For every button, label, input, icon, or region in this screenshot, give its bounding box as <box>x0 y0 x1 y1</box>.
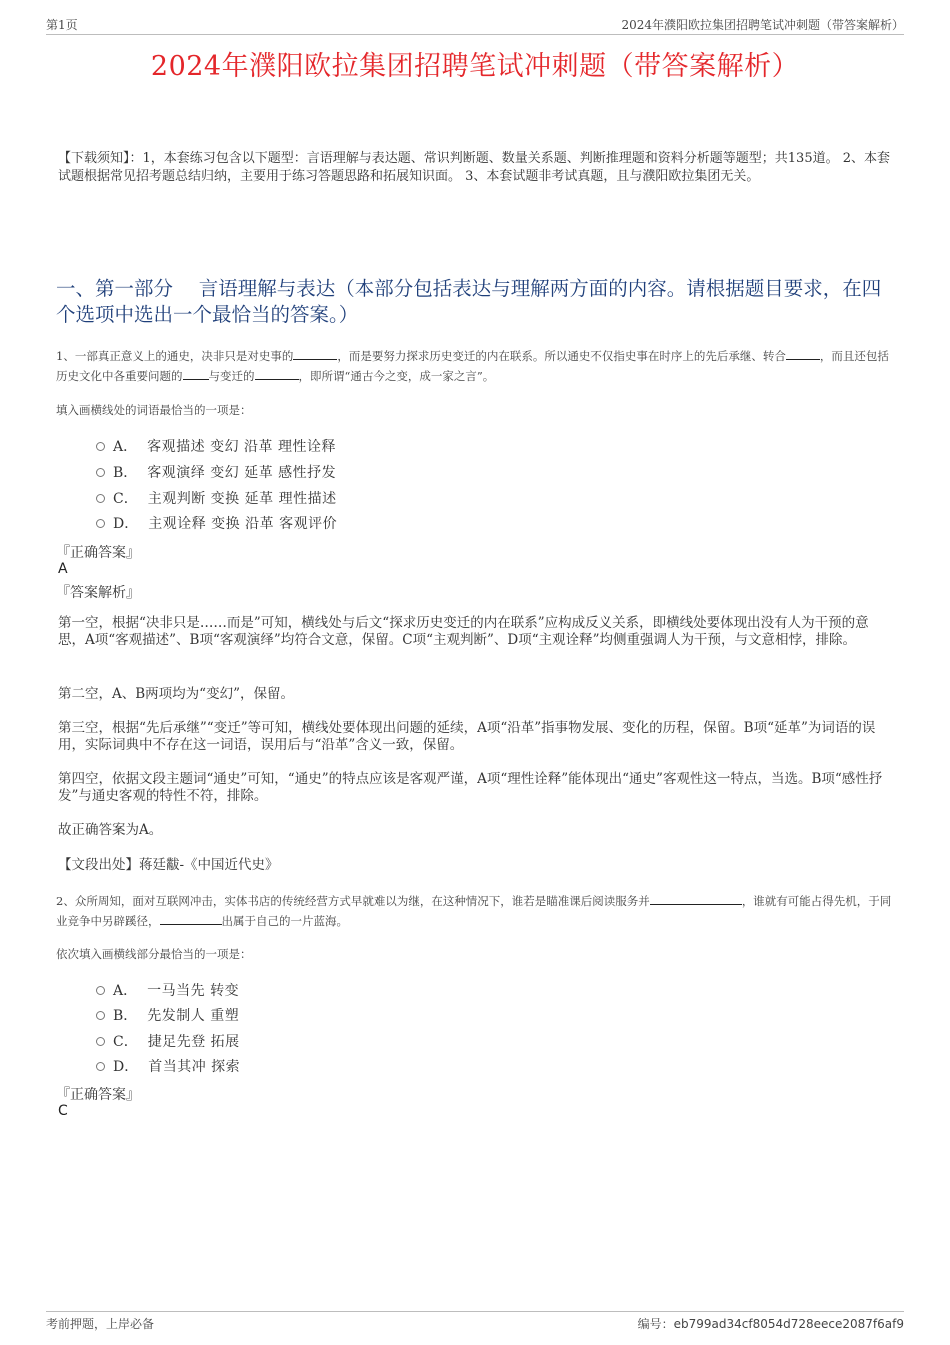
page-number: 第1页 <box>46 18 78 32</box>
radio-button-icon[interactable] <box>96 1062 105 1071</box>
q1-option-b[interactable]: B． 客观演绎 变幻 延革 感性抒发 <box>96 462 336 482</box>
q2-answer-label: 『正确答案』 <box>56 1087 140 1103</box>
q1-source: 【文段出处】蒋廷黻-《中国近代史》 <box>58 857 279 873</box>
download-notice: 【下载须知】：1，本套练习包含以下题型：言语理解与表达题、常识判断题、数量关系题、判断推理题和资料分析题等题型；共135道。 2、本套试题根据常见招考题总结归纳，主要用于练习答题思路和拓展知识面。 3、本套试题非考试真题，且与濮阳欧拉集团无关。 <box>58 151 890 184</box>
blank-line <box>183 366 209 380</box>
blank-line <box>255 366 299 380</box>
q1-option-a[interactable]: A． 客观描述 变幻 沿革 理性诠释 <box>96 436 336 456</box>
radio-button-icon[interactable] <box>96 986 105 995</box>
q1-answer-label: 『正确答案』 <box>56 545 140 561</box>
question-2-stem: 2、众所周知，面对互联网冲击，实体书店的传统经营方式早就难以为继，在这种情况下，谁若是瞄准课后阅读服务并 ，谁就有可能占得先机，于同业竞争中另辟蹊径， 出属于自己的一片蓝海。 <box>56 891 896 931</box>
radio-button-icon[interactable] <box>96 519 105 528</box>
blank-line <box>786 346 820 360</box>
question-2-prompt: 依次填入画横线部分最恰当的一项是： <box>56 947 252 961</box>
q1-option-c[interactable]: C． 主观判断 变换 延革 理性描述 <box>96 488 337 508</box>
question-1-prompt: 填入画横线处的词语最恰当的一项是： <box>56 403 252 417</box>
radio-button-icon[interactable] <box>96 442 105 451</box>
page-title: 2024年濮阳欧拉集团招聘笔试冲刺题（带答案解析） <box>150 51 800 82</box>
page-header <box>46 14 904 35</box>
radio-button-icon[interactable] <box>96 1037 105 1046</box>
footer-slogan: 考前押题，上岸必备 <box>46 1317 155 1331</box>
q1-analysis-paragraph: 第一空，根据“决非只是……而是”可知，横线处与后文“探求历史变迁的内在联系”应构成反义关系，即横线处要体现出没有人为干预的意思，A项“客观描述”、B项“客观演绎”均符合文意，保留。C项“主观判断”、D项“主观诠释”均侧重强调人为干预，与文意相悖，排除。 <box>58 615 869 648</box>
radio-button-icon[interactable] <box>96 494 105 503</box>
q2-option-a[interactable]: A． 一马当先 转变 <box>96 980 239 1000</box>
blank-line <box>293 346 337 360</box>
q1-analysis-paragraph: 第三空，根据“先后承继”“变迁”等可知，横线处要体现出问题的延续，A项“沿革”指事物发展、变化的历程，保留。B项“延革”为词语的误用，实际词典中不存在这一词语，误用后与“沿革”含义一致，保留。 <box>58 720 876 753</box>
q2-answer: C <box>58 1103 68 1119</box>
question-1-stem: 1、一部真正意义上的通史，决非只是对史事的 ，而是要努力探求历史变迁的内在联系。所以通史不仅指史事在时序上的先后承继、转合 ，而且还包括历史文化中各重要问题的 与变迁的 ，即所谓“通古今之变，成一家之言”。 <box>56 346 896 386</box>
q1-option-d[interactable]: D． 主观诠释 变换 沿革 客观评价 <box>96 513 337 533</box>
q2-option-b[interactable]: B． 先发制人 重塑 <box>96 1005 239 1025</box>
q2-option-d[interactable]: D． 首当其冲 探索 <box>96 1056 240 1076</box>
radio-button-icon[interactable] <box>96 468 105 477</box>
q1-analysis-paragraph: 第二空，A、B两项均为“变幻”，保留。 <box>58 686 294 702</box>
q1-answer: A <box>58 561 68 577</box>
q1-analysis-paragraph: 第四空，依据文段主题词“通史”可知，“通史”的特点应该是客观严谨，A项“理性诠释”能体现出“通史”客观性这一特点，当选。B项“感性抒发”与通史客观的特性不符，排除。 <box>58 771 883 804</box>
page-footer <box>46 1311 904 1331</box>
radio-button-icon[interactable] <box>96 1011 105 1020</box>
footer-code: 编号：eb799ad34cf8054d728eece2087f6af9 <box>637 1317 904 1331</box>
header-doc-title: 2024年濮阳欧拉集团招聘笔试冲刺题（带答案解析） <box>621 18 904 32</box>
q1-analysis-paragraph: 故正确答案为A。 <box>58 822 163 838</box>
blank-line <box>650 891 742 905</box>
q2-option-c[interactable]: C． 捷足先登 拓展 <box>96 1031 240 1051</box>
q1-analysis-label: 『答案解析』 <box>56 585 140 601</box>
section-heading: 一、第一部分 言语理解与表达（本部分包括表达与理解两方面的内容。请根据题目要求，在四个选项中选出一个最恰当的答案。） <box>56 277 882 326</box>
blank-line <box>160 911 222 925</box>
